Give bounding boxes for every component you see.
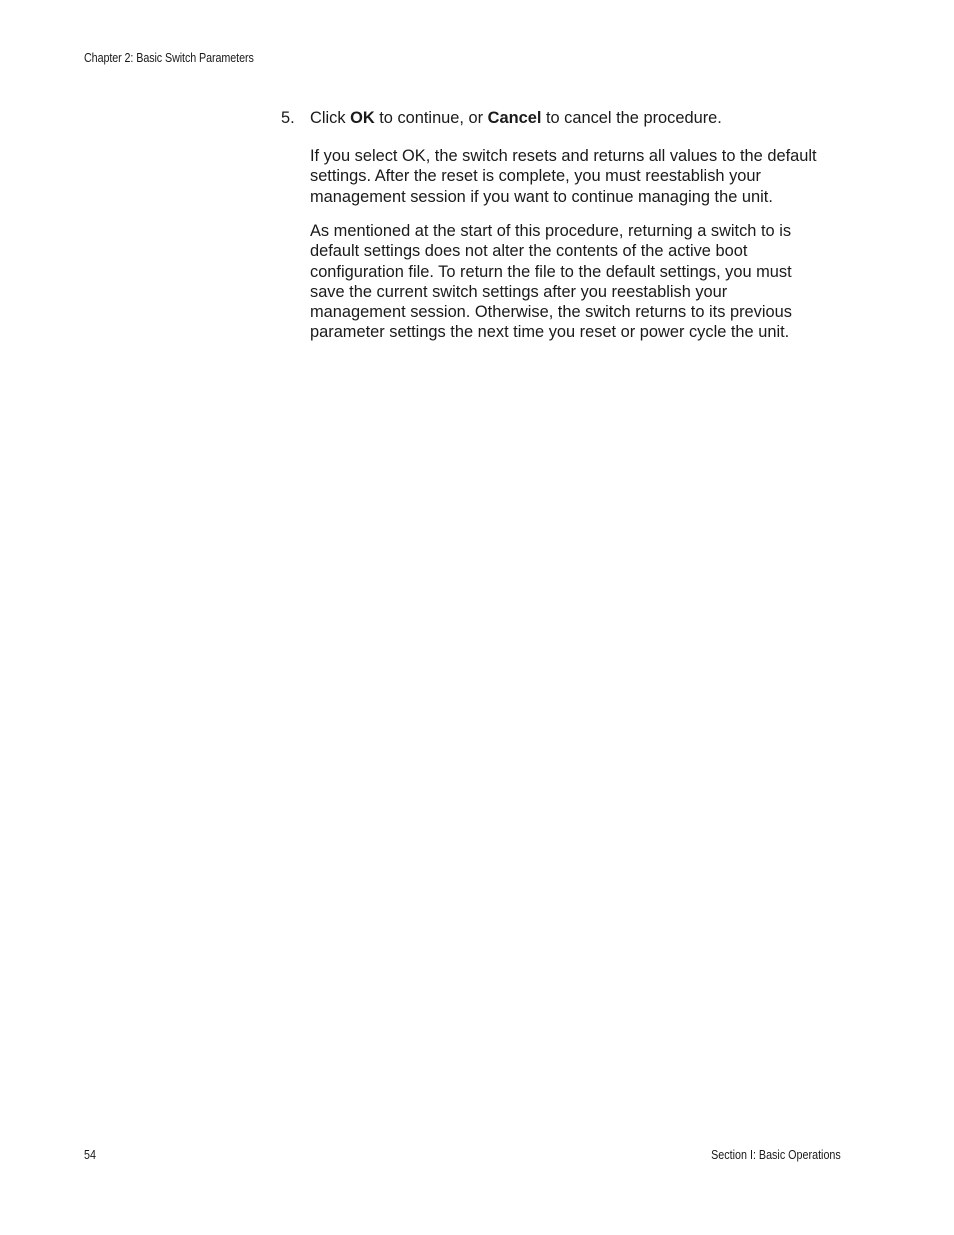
- step-text: [310, 108, 722, 128]
- paragraph-line: settings. After the reset is complete, you must reestablish your: [310, 167, 761, 186]
- paragraph-reset-info: [310, 146, 845, 207]
- paragraph-line: save the current switch settings after you reestablish your: [310, 282, 728, 301]
- step-line: [281, 108, 851, 128]
- running-header: Chapter 2: Basic Switch Parameters: [84, 51, 254, 65]
- procedure-step: [281, 108, 851, 128]
- step-text-before: Click: [310, 109, 351, 127]
- ok-term: OK: [350, 109, 375, 127]
- paragraph-boot-config-note: [310, 221, 845, 343]
- cancel-term: Cancel: [487, 109, 542, 127]
- page-number: 54: [84, 1148, 96, 1162]
- paragraph-line: As mentioned at the start of this procedure, returning a switch to is: [310, 222, 792, 240]
- step-text-after: to cancel the procedure.: [541, 109, 722, 127]
- step-number: 5.: [281, 109, 295, 127]
- paragraph-line: default settings does not alter the contents of the active boot: [310, 242, 748, 261]
- paragraph-line: management session. Otherwise, the switch returns to its previous: [310, 303, 792, 322]
- section-footer: Section I: Basic Operations: [711, 1148, 841, 1162]
- step-text-between: to continue, or: [374, 109, 488, 127]
- paragraph-line: If you select OK, the switch resets and returns all values to the default: [310, 147, 817, 165]
- paragraph-line: parameter settings the next time you reset or power cycle the unit.: [310, 323, 790, 342]
- paragraph-line: management session if you want to continue managing the unit.: [310, 187, 773, 206]
- paragraph-line: configuration file. To return the file to the default settings, you must: [310, 262, 792, 281]
